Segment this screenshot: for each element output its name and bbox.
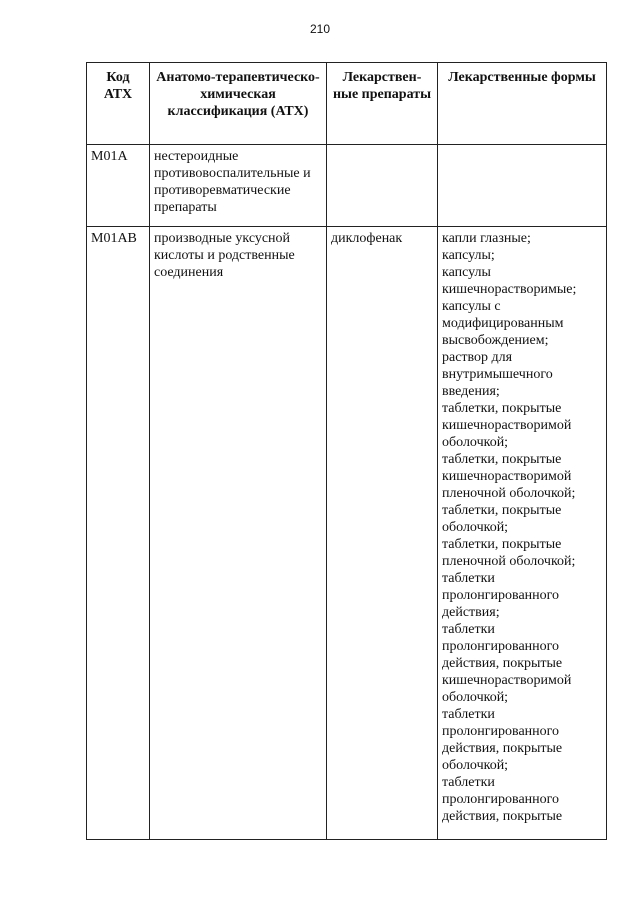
cell-forms bbox=[438, 227, 607, 840]
list-item: таблетки, покрытые кишечнорастворимой пленочной оболочкой; bbox=[442, 452, 576, 501]
table-row bbox=[87, 145, 607, 227]
cell-drug bbox=[327, 145, 438, 227]
forms-list bbox=[442, 230, 602, 825]
page-number: 210 bbox=[309, 22, 331, 36]
header-forms: Лекарственные формы bbox=[438, 63, 607, 145]
table-row bbox=[87, 227, 607, 840]
list-item: раствор для внутримышечного введения; bbox=[442, 350, 553, 399]
header-code: Код АТХ bbox=[87, 63, 150, 145]
list-item: таблетки, покрытые кишечнорастворимой оболочкой; bbox=[442, 401, 572, 450]
cell-classification: производные уксусной кислоты и родственные соединения bbox=[150, 227, 327, 840]
list-item: капсулы кишечнорастворимые; bbox=[442, 265, 577, 297]
list-item: таблетки, покрытые пленочной оболочкой; bbox=[442, 537, 576, 569]
cell-classification: нестероидные противовоспалительные и противоревматические препараты bbox=[150, 145, 327, 227]
header-classification: Анатомо-терапевтическо-химическая классификация (АТХ) bbox=[150, 63, 327, 145]
table-header-row bbox=[87, 63, 607, 145]
atx-table bbox=[86, 62, 607, 840]
list-item: таблетки пролонгированного действия, покрытые bbox=[442, 775, 563, 824]
cell-forms bbox=[438, 145, 607, 227]
list-item: таблетки пролонгированного действия; bbox=[442, 571, 560, 620]
list-item: таблетки, покрытые оболочкой; bbox=[442, 503, 562, 535]
list-item: капсулы; bbox=[442, 248, 495, 263]
list-item: таблетки пролонгированного действия, покрытые кишечнорастворимой оболочкой; bbox=[442, 622, 572, 705]
list-item: таблетки пролонгированного действия, покрытые оболочкой; bbox=[442, 707, 563, 773]
header-drugs: Лекарствен-ные препараты bbox=[327, 63, 438, 145]
cell-code: M01A bbox=[87, 145, 150, 227]
list-item: капсулы с модифицированным высвобождением; bbox=[442, 299, 564, 348]
list-item: капли глазные; bbox=[442, 231, 531, 246]
cell-code: M01AB bbox=[87, 227, 150, 840]
cell-drug: диклофенак bbox=[327, 227, 438, 840]
